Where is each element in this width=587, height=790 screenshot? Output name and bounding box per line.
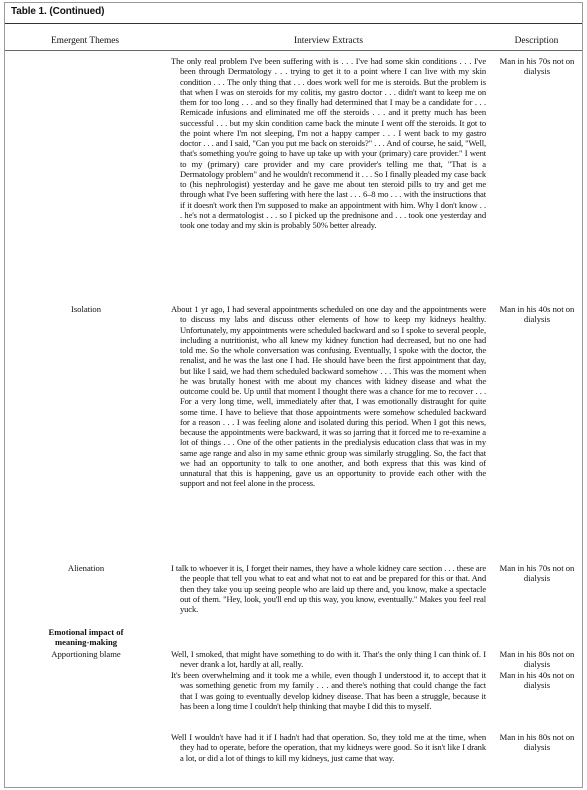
row-3-description: Man in his 70s not on dialysis <box>499 563 575 584</box>
section-entry-1-description: Man in his 80s not on dialysis <box>499 649 575 670</box>
section-entry-2-extract-text: It's been overwhelming and it took me a while, even though I understood it, to accept that it was something genetic from my family . . . and there's nothing that could change the fact that I was going to eventually develop kidney disease. That has been a struggle, because it has been a long time I couldn't help thinking that maybe I did this to myself. <box>171 670 486 711</box>
row-3-extract <box>171 563 486 614</box>
section-title-line-1: Emotional impact of <box>48 627 124 637</box>
section-theme: Apportioning blame <box>51 649 121 659</box>
row-1-description: Man in his 70s not on dialysis <box>499 56 575 77</box>
table-caption: Table 1. (Continued) <box>11 6 105 17</box>
header-rule <box>5 50 582 51</box>
row-1-extract <box>171 56 486 230</box>
row-3-theme: Alienation <box>67 563 105 573</box>
row-2-description: Man in his 40s not on dialysis <box>499 304 575 325</box>
section-entry-3-extract-text: Well I wouldn't have had it if I hadn't had that operation. So, they told me at the time, when they had to operate, before the operation, that my kidneys were good. So it isn't like I drank a lot, or did a lot of things to kill my kidneys, just came that way. <box>171 732 486 763</box>
row-2-extract-text: About 1 yr ago, I had several appointments scheduled on one day and the appointments were to discuss my labs and discuss other elements of how to keep my kidneys healthy. Unfortunately, my appointments were scheduled backward and so I spoke to several people, including a nutritionist, who all knew my kidney function had decreased, but no one had told me. So the whole conversation was confusing. Eventually, I spoke with the doctor, the renalist, and he was the last one I had. He should have been the first appointment that day, but like I said, we had them scheduled backward somehow . . . This was the moment when he was brutally honest with me about my chances with kidney disease and what the outcome could be. Up until that moment I thought there was a chance for me to recover . . . For a very long time, well, immediately after that, I was emotionally distraught for quite some time. I have to believe that those appointments were somehow scheduled backward for a reason . . . I was feeling alone and isolated during this period. When I got this news, because the appointments were backward, it was so jarring that it forced me to re-examine a lot of things . . . One of the other patients in the predialysis education class that was in my same age range and also in my same ethnic group was similarly struggling. So, the fact that we had an opportunity to talk to one another, and both express that this was kind of unnatural that this is happening, gave us an opportunity to provide each other with the support and not feel alone in the process. <box>171 304 486 489</box>
section-entry-3-extract <box>171 732 486 763</box>
row-2-extract <box>171 304 486 489</box>
section-entry-1-extract-text: Well, I smoked, that might have something to do with it. That's the only thing I can think of. I never drank a lot, hardly at all, really. <box>171 649 486 670</box>
header-emergent-themes: Emergent Themes <box>50 36 120 46</box>
row-3-extract-text: I talk to whoever it is, I forget their names, they have a whole kidney care section . . . these are the people that tell you what to eat and what not to eat and be prepared for this or that. And then they take you up seeing people who are laid up there and, you know, make a spectacle out of them. "Hey, look, you'll end up this way, you know, eventually." Makes you feel real yuck. <box>171 563 486 614</box>
section-title-line-2: meaning-making <box>54 637 118 647</box>
header-interview-extracts: Interview Extracts <box>294 36 363 46</box>
table-page <box>4 2 583 788</box>
section-entry-3-description: Man in his 80s not on dialysis <box>499 732 575 753</box>
row-2-theme: Isolation <box>70 304 102 314</box>
section-entry-2-description: Man in his 40s not on dialysis <box>499 670 575 691</box>
row-1-extract-text: The only real problem I've been suffering with is . . . I've had some skin conditions . . . I've been through Dermatology . . . trying to get it to a point where I can live with my skin condition . . . The only thing that . . . does work well for me is steroids. But the problem is that when I was on steroids for my colitis, my gastro doctor . . . didn't want to keep me on them for too long . . . and so they finally had determined that I may be a candidate for . . . Remicade infusions and eliminated me off the steroids . . . and it pretty much has been successful . . . but my skin condition came back the minute I went off the steroids. It got to the point where I'm not sleeping, I'm not a happy camper . . . I went back to my gastro doctor . . . and I said, "Can you put me back on steroids?" . . . And of course, he said, "Well, that's something you're going to have up take up with your (primary) care provider." I went to my (primary) care provider and my care provider's telling me that, "That is a Dermatology problem" and he wouldn't recommend it . . . So I finally pleaded my case back to (his nephrologist) yesterday and he gave me about ten steroid pills to try and get me through what I've been suffering with here the last . . . 6–8 mo . . . with the instructions that if it doesn't work then I'm supposed to make an appointment with him. Why I don't know . . . he's not a dermatologist . . . so I picked up the prednisone and . . . took one yesterday and took one today and my skin is probably 50% better already. <box>171 56 486 230</box>
section-entry-2-extract <box>171 670 486 711</box>
top-rule <box>5 23 582 24</box>
section-title <box>7 627 165 647</box>
section-entry-1-extract <box>171 649 486 670</box>
header-description: Description <box>514 36 559 46</box>
